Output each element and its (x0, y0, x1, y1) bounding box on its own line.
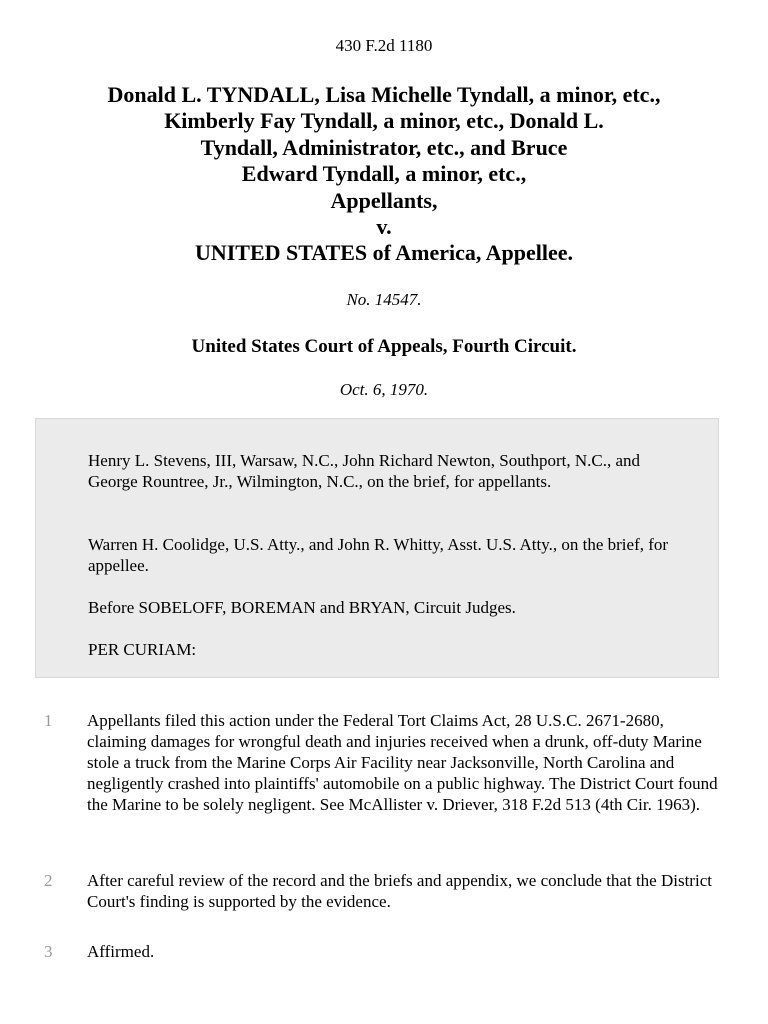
case-title-line: UNITED STATES of America, Appellee. (194, 240, 574, 266)
case-title-line: Donald L. TYNDALL, Lisa Michelle Tyndall, a minor, etc., (107, 82, 661, 107)
case-title-line: v. (376, 214, 392, 240)
paragraph-text: After careful review of the record and the briefs and appendix, we conclude that the District Court's finding is supported by the evidence. (87, 871, 712, 911)
court-name: United States Court of Appeals, Fourth Circuit. (191, 336, 577, 357)
appellants-counsel: Henry L. Stevens, III, Warsaw, N.C., John Richard Newton, Southport, N.C., and George Rountree, Jr., Wilmington, N.C., on the brief, for appellants. (88, 451, 640, 491)
paragraph-number: 2 (44, 871, 53, 890)
case-title-line: Tyndall, Administrator, etc., and Bruce (200, 134, 568, 160)
case-title (40, 82, 728, 267)
case-title-line: Edward Tyndall, a minor, etc., (241, 161, 527, 187)
paragraph-number: 1 (44, 711, 53, 730)
judges-panel: Before SOBELOFF, BOREMAN and BRYAN, Circuit Judges. (88, 598, 516, 617)
paragraph-text: Appellants filed this action under the Federal Tort Claims Act, 28 U.S.C. 2671-2680, claiming damages for wrongful death and injuries received when a drunk, off-duty Marine stole a truck from the Marine Corps Air Facility near Jacksonville, North Carolina and negligently crashed into plaintiffs' automobile on a public highway. The District Court found the Marine to be solely negligent. See McAllister v. Driever, 318 F.2d 513 (4th Cir. 1963). (87, 711, 718, 814)
case-title-line: Appellants, (330, 187, 438, 213)
case-title-line: Kimberly Fay Tyndall, a minor, etc., Donald L. (164, 108, 604, 134)
docket-number: No. 14547. (346, 290, 422, 309)
per-curiam-label: PER CURIAM: (88, 640, 197, 659)
case-citation: 430 F.2d 1180 (335, 36, 433, 55)
case-header-box (35, 418, 719, 678)
paragraph-text: Affirmed. (87, 942, 155, 961)
paragraph-number: 3 (44, 942, 53, 961)
appellee-counsel: Warren H. Coolidge, U.S. Atty., and John R. Whitty, Asst. U.S. Atty., on the brief, for appellee. (88, 535, 669, 575)
decision-date: Oct. 6, 1970. (339, 380, 429, 399)
